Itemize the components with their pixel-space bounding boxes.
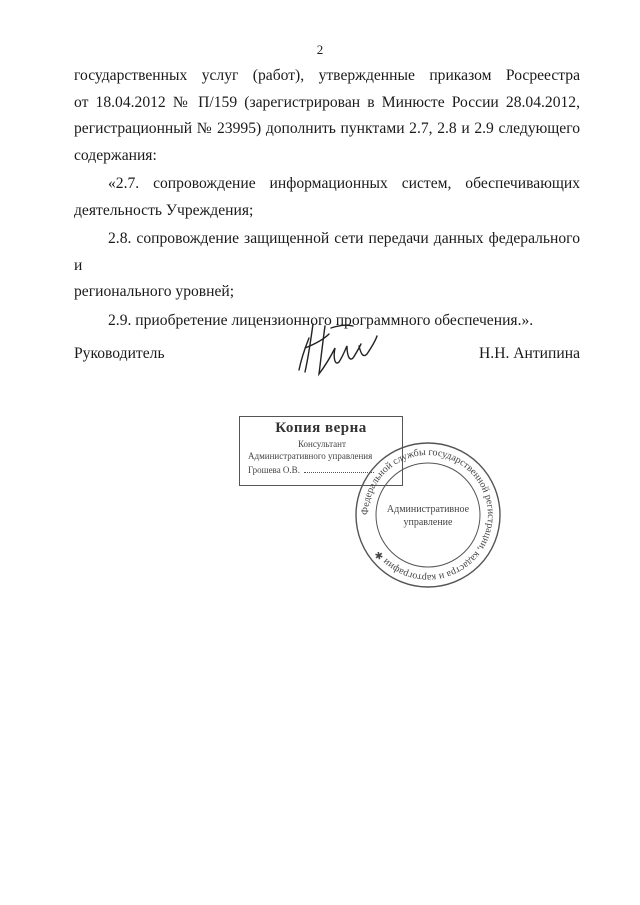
page-number: 2 (316, 42, 324, 57)
seal-outer-ring (356, 443, 500, 587)
copy-stamp-department: Административного управления (248, 451, 373, 461)
signatory-name: Н.Н. Антипина (479, 345, 580, 362)
list-item-2-7: «2.7. сопровождение информационных систем, обеспечивающих (108, 175, 580, 192)
signatory-position: Руководитель (74, 345, 165, 362)
list-item-2-8-continued: регионального уровней; (74, 283, 235, 300)
document-body (74, 63, 580, 334)
copy-stamp-signer-name: Грошева О.В. (248, 465, 300, 475)
list-item-2-8: 2.8. сопровождение защищенной сети передачи данных федерального и (74, 230, 580, 274)
copy-stamp-title: Копия верна (275, 420, 367, 436)
paragraph-line: государственных услуг (работ), утвержденные приказом Росреестра (74, 67, 580, 84)
list-item-2-9: 2.9. приобретение лицензионного программного обеспечения.». (108, 311, 534, 329)
handwritten-signature (291, 318, 381, 380)
seal-center-line1: Административное (386, 504, 470, 515)
paragraph-line: регистрационный № 23995) дополнить пунктами 2.7, 2.8 и 2.9 следующего (74, 120, 580, 137)
seal-ring-text: Федеральной службы государственной регистрации, кадастра и картографии ✱ (359, 446, 497, 584)
round-seal-stamp (353, 440, 503, 590)
seal-center-line2: управление (403, 517, 453, 528)
paragraph-line: от 18.04.2012 № П/159 (зарегистрирован в Минюсте России 28.04.2012, (74, 93, 580, 111)
seal-inner-ring (376, 463, 480, 567)
paragraph-line: содержания: (74, 146, 157, 164)
copy-stamp-role: Консультант (298, 439, 346, 449)
list-item-2-7-continued: деятельность Учреждения; (74, 201, 254, 219)
